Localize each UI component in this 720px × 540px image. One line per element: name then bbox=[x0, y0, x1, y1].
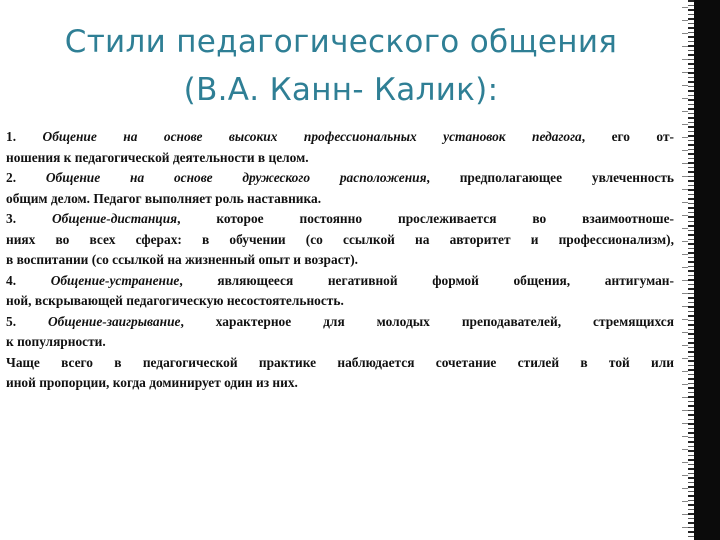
item-text: , которое постоянно прослеживается во взаимоотноше- bbox=[177, 211, 674, 226]
style-name: Общение-устранение bbox=[50, 272, 180, 288]
list-item-2-line-2: общим делом. Педагог выполняет роль наставника. bbox=[6, 190, 322, 206]
list-item-2-line-1 bbox=[6, 168, 674, 189]
item-number: 1. bbox=[6, 129, 43, 144]
style-name: Общение на основе дружеского расположения bbox=[45, 170, 427, 185]
title-line-2: (В.А. Канн- Калик): bbox=[183, 72, 499, 108]
item-number: 5. bbox=[6, 313, 49, 329]
style-name: Общение-заигрывание bbox=[48, 313, 181, 329]
list-item-4-line-1 bbox=[6, 271, 674, 292]
item-text: , предполагающее увлеченность bbox=[426, 170, 674, 185]
list-item-1-line-1 bbox=[6, 127, 674, 148]
list-item-4-line-2: ной, вскрывающей педагогическую несостоятельность. bbox=[6, 293, 344, 308]
list-item-3-line-2: ниях во всех сферах: в обучении (со ссылкой на авторитет и профессионализм), bbox=[6, 231, 674, 247]
list-item-5-line-1 bbox=[6, 312, 674, 333]
item-text: , характерное для молодых преподавателей, стремящихся bbox=[180, 313, 674, 329]
list-item-3-line-1 bbox=[6, 209, 674, 230]
item-number: 3. bbox=[6, 211, 52, 226]
item-text: , являющееся негативной формой общения, антигуман- bbox=[179, 272, 674, 288]
list-item-5-line-2: к популярности. bbox=[6, 334, 106, 349]
frame-border bbox=[694, 0, 720, 540]
conclusion-line-2: иной пропорции, когда доминирует один из них. bbox=[6, 375, 298, 390]
styles-list bbox=[6, 127, 674, 394]
slide-title bbox=[0, 18, 682, 114]
item-text: , его от- bbox=[581, 129, 674, 144]
style-name: Общение на основе высоких профессиональных установок педагога bbox=[42, 129, 582, 144]
title-line-1: Стили педагогического общения bbox=[64, 24, 618, 60]
conclusion-line-1: Чаще всего в педагогической практике наблюдается сочетание стилей в той или bbox=[6, 354, 674, 370]
decorative-frame bbox=[678, 0, 720, 540]
list-item-3-line-3: в воспитании (со ссылкой на жизненный опыт и возраст). bbox=[6, 252, 359, 267]
item-number: 4. bbox=[6, 272, 51, 288]
list-item-1-line-2: ношения к педагогической деятельности в целом. bbox=[6, 149, 309, 165]
style-name: Общение-дистанция bbox=[51, 211, 178, 226]
item-number: 2. bbox=[6, 170, 46, 185]
